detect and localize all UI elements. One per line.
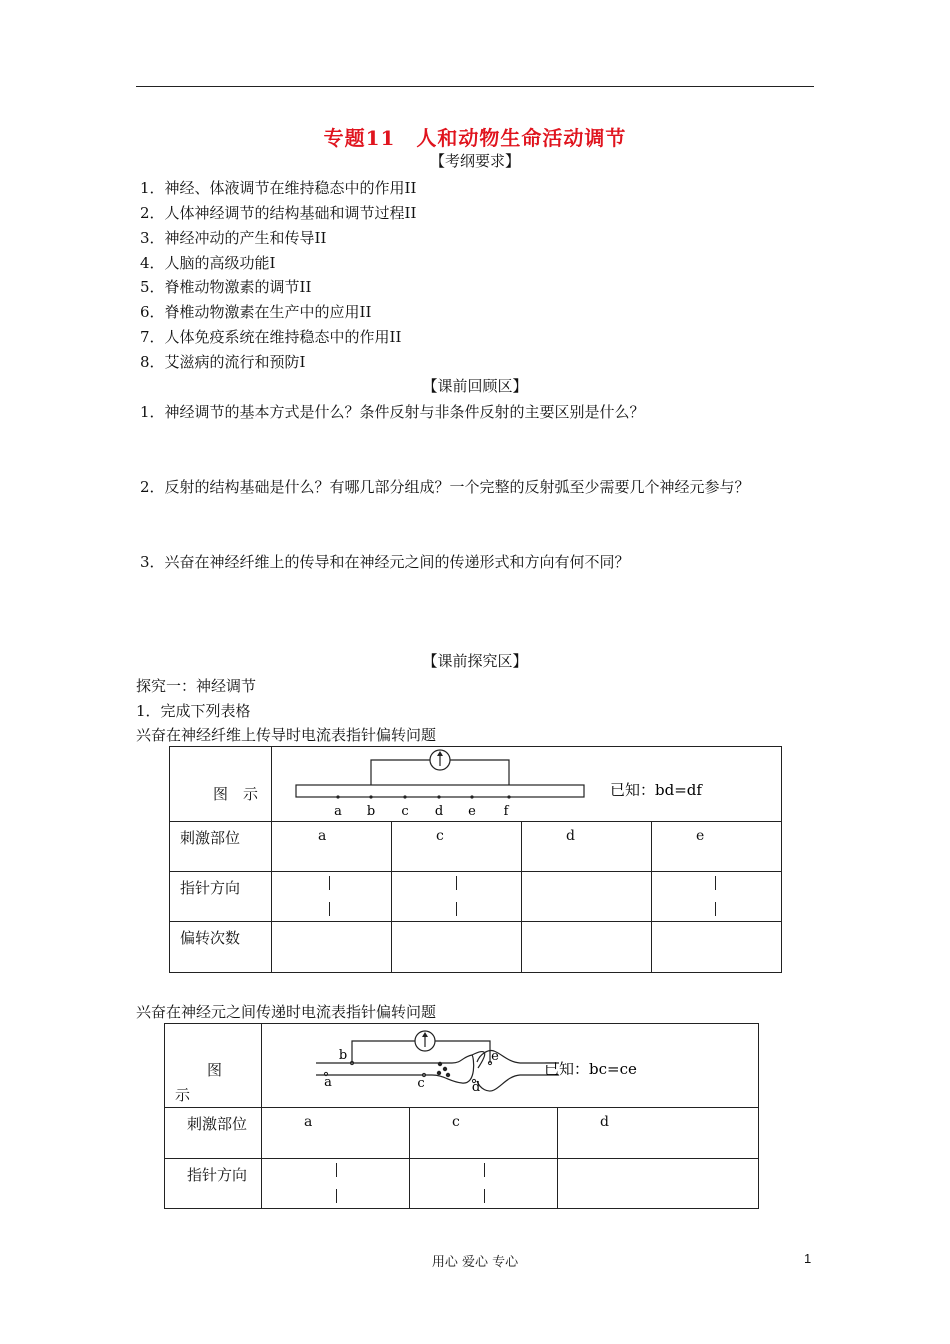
footer-text: 用心 爱心 专心 xyxy=(431,1255,519,1270)
direction-cell xyxy=(522,872,652,922)
point-e-dot xyxy=(470,795,473,798)
diagram-cell xyxy=(262,1024,759,1108)
syllabus-item: 5．脊椎动物激素的调节II xyxy=(140,278,312,296)
point-f-label: f xyxy=(503,804,509,819)
point-c-dot xyxy=(403,795,406,798)
axon-terminal xyxy=(462,1052,485,1084)
site-cell xyxy=(558,1108,759,1159)
count-cell xyxy=(272,922,392,973)
direction-label: 指针方向 xyxy=(165,1159,262,1209)
point-b-label: b xyxy=(338,1048,348,1063)
point-b-dot xyxy=(369,795,372,798)
review-heading: 【课前回顾区】 xyxy=(422,377,528,395)
direction-cell xyxy=(558,1159,759,1209)
fiber-table xyxy=(169,746,782,973)
site-cell xyxy=(262,1108,410,1159)
site-cell xyxy=(392,822,522,872)
syllabus-heading: 【考纲要求】 xyxy=(429,152,520,170)
diagram-label: 图示 xyxy=(175,1061,223,1104)
syllabus-item: 2．人体神经调节的结构基础和调节过程II xyxy=(140,204,417,222)
point-a-dot xyxy=(336,795,339,798)
page-title: 专题11 人和动物生命活动调节 xyxy=(323,126,627,150)
site-c: c xyxy=(452,1114,460,1130)
point-d-label: d xyxy=(471,1080,481,1095)
diagram-label: 图 示 xyxy=(213,785,259,803)
site-a: a xyxy=(318,828,327,844)
review-question: 1．神经调节的基本方式是什么？条件反射与非条件反射的主要区别是什么？ xyxy=(140,403,645,421)
site-label: 刺激部位 xyxy=(165,1108,262,1159)
point-a-label: a xyxy=(324,1075,332,1090)
explore-topic: 探究一：神经调节 xyxy=(136,677,257,695)
syllabus-item: 4．人脑的高级功能I xyxy=(140,254,276,272)
point-f-dot xyxy=(507,795,510,798)
answer-tick xyxy=(715,876,716,890)
answer-tick xyxy=(484,1189,485,1203)
point-b-label: b xyxy=(366,804,376,819)
diagram-label-cell xyxy=(170,747,272,822)
direction-cell xyxy=(262,1159,410,1209)
header-rule xyxy=(136,86,814,87)
nerve-fiber xyxy=(296,785,584,797)
review-question: 3．兴奋在神经纤维上的传导和在神经元之间的传递形式和方向有何不同？ xyxy=(140,553,630,571)
answer-tick xyxy=(336,1189,337,1203)
count-cell xyxy=(392,922,522,973)
answer-tick xyxy=(329,876,330,890)
count-label: 偏转次数 xyxy=(170,922,272,973)
site-a: a xyxy=(304,1114,313,1130)
answer-tick xyxy=(329,902,330,916)
count-cell xyxy=(652,922,782,973)
site-e: e xyxy=(696,828,705,844)
syllabus-item: 6．脊椎动物激素在生产中的应用II xyxy=(140,303,372,321)
syllabus-item: 1．神经、体液调节在维持稳态中的作用II xyxy=(140,179,417,197)
answer-tick xyxy=(484,1163,485,1177)
explore-task: 1．完成下列表格 xyxy=(136,702,251,720)
point-e-label: e xyxy=(491,1049,499,1064)
syllabus-item: 3．神经冲动的产生和传导II xyxy=(140,229,327,247)
direction-cell xyxy=(272,872,392,922)
point-a-label: a xyxy=(334,804,342,819)
known-condition: 已知：bc=ce xyxy=(544,1060,637,1078)
point-d-label: d xyxy=(434,804,444,819)
point-c-label: c xyxy=(401,804,409,819)
answer-tick xyxy=(336,1163,337,1177)
axon-lower-edge xyxy=(316,1075,462,1083)
fiber-diagram xyxy=(272,747,782,822)
direction-cell xyxy=(410,1159,558,1209)
table1-caption: 兴奋在神经纤维上传导时电流表指针偏转问题 xyxy=(136,726,437,744)
syllabus-item: 8．艾滋病的流行和预防I xyxy=(140,353,306,371)
diagram-label-cell xyxy=(165,1024,262,1108)
site-label: 刺激部位 xyxy=(170,822,272,872)
diagram-cell xyxy=(272,747,782,822)
direction-cell xyxy=(652,872,782,922)
site-cell xyxy=(410,1108,558,1159)
site-c: c xyxy=(436,828,444,844)
point-e-label: e xyxy=(468,804,476,819)
explore-heading: 【课前探究区】 xyxy=(422,652,528,670)
known-condition: 已知：bd=df xyxy=(610,781,702,799)
site-cell xyxy=(272,822,392,872)
site-d: d xyxy=(600,1114,609,1130)
page-number: 1 xyxy=(804,1251,812,1266)
answer-tick xyxy=(456,902,457,916)
point-d-dot xyxy=(437,795,440,798)
count-cell xyxy=(522,922,652,973)
table2-caption: 兴奋在神经元之间传递时电流表指针偏转问题 xyxy=(136,1003,437,1021)
answer-tick xyxy=(715,902,716,916)
synapse-table xyxy=(164,1023,759,1209)
vesicle xyxy=(437,1071,441,1075)
direction-cell xyxy=(392,872,522,922)
vesicle xyxy=(443,1067,447,1071)
syllabus-item: 7．人体免疫系统在维持稳态中的作用II xyxy=(140,328,402,346)
synapse-diagram xyxy=(262,1024,759,1108)
direction-label: 指针方向 xyxy=(170,872,272,922)
vesicle xyxy=(446,1073,450,1077)
answer-tick xyxy=(456,876,457,890)
review-question: 2．反射的结构基础是什么？有哪几部分组成？一个完整的反射弧至少需要几个神经元参与？ xyxy=(140,478,750,496)
site-cell xyxy=(652,822,782,872)
point-c-label: c xyxy=(417,1076,425,1091)
site-d: d xyxy=(566,828,575,844)
site-cell xyxy=(522,822,652,872)
vesicle xyxy=(438,1062,442,1066)
